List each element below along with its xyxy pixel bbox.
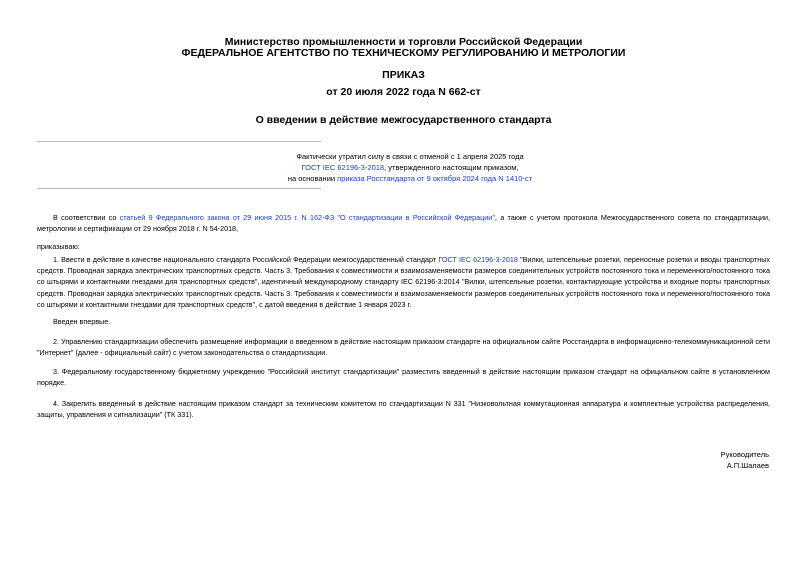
item-1-paragraph: 1. Ввести в действие в качестве национального стандарта Российской Федерации межгосударственный стандарт ГОСТ IEC 62196-3-2018 "Вилки, штепсельные розетки, переносные розетки и вводы транспортных средств. Проводная зарядка электрических транспортных средств. Часть 3. Требования к совместимости и взаимозаменяемости размеров соединительных устройств постоянного тока и переменного/постоянного тока со штырями и контактными гнездами для транспортных средств", идентичный международному стандарту IEC 62196-3:2014 "Вилки, штепсельные розетки, контактирующие устройства и входные порты транспортных средств. Проводная зарядка электрических транспортных средств. Часть 3. Требования к совместимости и взаимозаменяемости размеров соединительных устройств постоянного тока и переменного/постоянного тока со штырями и контактными гнездами для транспортных средств", с датой введения в действие 1 января 2023 г.	[37, 255, 770, 309]
divider-bottom	[37, 188, 321, 189]
item-2-paragraph: 2. Управлению стандартизации обеспечить размещение информации о введенном в действие настоящим приказом стандарте на официальном сайте Росстандарта в информационно-телекоммуникационной сети "Интернет" (далее - официальный сайт) с учетом законодательства о стандартизации.	[37, 337, 770, 358]
item-3-paragraph: 3. Федеральному государственному бюджетному учреждению "Российский институт стандартизации" разместить введенный в действие настоящим приказом стандарт на официальном сайте в установленном порядке.	[37, 367, 770, 388]
ministry-name: Министерство промышленности и торговли Российской Федерации	[224, 36, 583, 48]
rosstandart-order-link[interactable]: приказа Росстандарта от 9 октября 2024 года N 1410-ст	[337, 174, 533, 183]
order-word: приказываю:	[37, 242, 80, 251]
preamble-paragraph: В соответствии со статьей 9 Федерального закона от 29 июня 2015 г. N 162-ФЗ "О стандартизации в Российской Федерации", а также с учетом протокола Межгосударственного совета по стандартизации, метрологии и сертификации от 29 ноября 2018 г. N 54-2018,	[37, 213, 770, 234]
status-note	[210, 151, 610, 184]
status-note-line3: на основании приказа Росстандарта от 9 октября 2024 года N 1410-ст	[287, 174, 533, 183]
federal-law-link[interactable]: статьей 9 Федерального закона от 29 июня 2015 г. N 162-ФЗ "О стандартизации в Российской Федерации"	[119, 213, 495, 222]
doc-type: ПРИКАЗ	[382, 69, 425, 81]
introduced-first: Введен впервые.	[53, 317, 111, 326]
signature-block	[721, 449, 769, 471]
agency-name: ФЕДЕРАЛЬНОЕ АГЕНТСТВО ПО ТЕХНИЧЕСКОМУ РЕГУЛИРОВАНИЮ И МЕТРОЛОГИИ	[181, 47, 626, 59]
order-date-number: от 20 июля 2022 года N 662-ст	[326, 86, 481, 98]
gost-link-note[interactable]: ГОСТ IEC 62196-3-2018	[301, 163, 385, 172]
signature-position: Руководитель	[720, 450, 769, 459]
divider-top	[37, 141, 321, 142]
page-title: О введении в действие межгосударственного стандарта	[255, 114, 552, 126]
status-note-line1: Фактически утратил силу в связи с отменой с 1 апреля 2025 года	[296, 152, 524, 161]
gost-link-item1[interactable]: ГОСТ IEC 62196-3-2018	[438, 255, 518, 264]
status-note-line2: ГОСТ IEC 62196-3-2018, утвержденного настоящим приказом,	[301, 163, 519, 172]
item-4-paragraph: 4. Закрепить введенный в действие настоящим приказом стандарт за техническим комитетом по стандартизации N 331 "Низковольтная коммутационная аппаратура и комплектные устройства распределения, защиты, управления и сигнализации" (ТК 331).	[37, 399, 770, 420]
signature-name: А.П.Шалаев	[726, 461, 769, 470]
